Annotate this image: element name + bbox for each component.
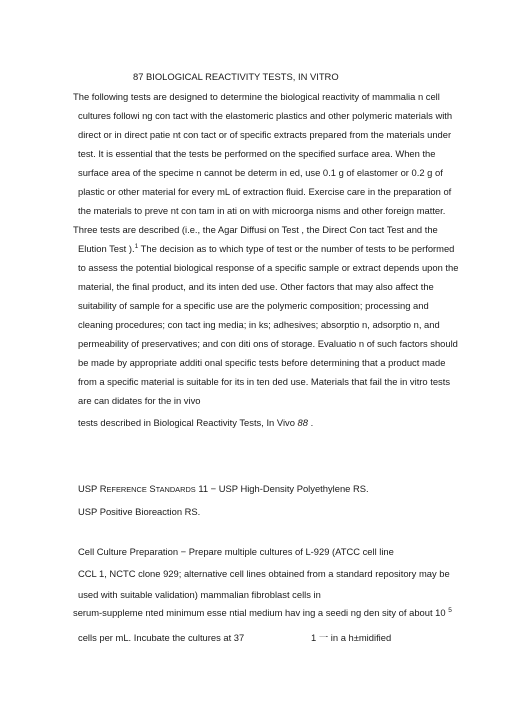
text-line: used with suitable validation) mammalian fibroblast cells in <box>78 589 321 600</box>
text-span: serum-suppleme nted minimum esse ntial medium hav ing a seedi ng den sity of about 10 <box>73 607 449 618</box>
text-line: the materials to preve nt con tam in ati on with microorga nisms and other foreign matter. <box>78 205 446 216</box>
text-span: USP <box>78 483 100 494</box>
footnote-marker: 1 <box>134 243 139 250</box>
text-line: be made by appropriate additi onal specific tests before determining that a product made <box>78 357 446 368</box>
superscript: 5 <box>448 607 452 614</box>
text-line: CCL 1, NCTC clone 929; alternative cell lines obtained from a standard repository may be <box>78 568 450 579</box>
text-span: Elution Test ). <box>78 243 135 254</box>
text-line: to assess the potential biological response of a specific sample or extract depends upon the <box>78 262 459 273</box>
text-span: . <box>307 417 314 428</box>
text-span: The decision as to which type of test or the number of tests to be performed <box>138 243 455 254</box>
text-line <box>78 417 313 429</box>
text-line: Cell Culture Preparation − Prepare multiple cultures of L-929 (ATCC cell line <box>78 546 394 557</box>
text-line: permeability of preservatives; and con diti ons of storage. Evaluatio n of such factors should <box>78 338 458 349</box>
text-line <box>78 483 369 496</box>
text-span: tests described in Biological Reactivity Tests, In Vivo <box>78 417 298 428</box>
text-line: cells per mL. Incubate the cultures at 37 <box>78 632 245 643</box>
text-line: surface area of the specime n cannot be determ in ed, use 0.1 g of elastomer or 0.2 g of <box>78 167 443 178</box>
text-line: 1 一 in a h±midified <box>311 632 392 643</box>
text-line: test. It is essential that the tests be performed on the specified surface area. When the <box>78 148 436 159</box>
text-line <box>73 607 452 619</box>
text-line: USP Positive Bioreaction RS. <box>78 506 201 517</box>
text-line: plastic or other material for every mL of extraction fluid. Exercise care in the preparation of <box>78 186 452 197</box>
text-line: material, the final product, and its inten ded use. Other factors that may also affect the <box>78 281 434 292</box>
text-line: The following tests are designed to determine the biological reactivity of mammalia n cell <box>73 91 440 102</box>
text-line: suitability of sample for a specific use are the polymeric composition; processing and <box>78 300 429 311</box>
text-line: cleaning procedures; con tact ing media; in ks; adhesives; absorptio n, adsorptio n, and <box>78 319 440 330</box>
text-line: direct or in direct patie nt con tact or of specific extracts prepared from the materials under <box>78 129 452 140</box>
text-span: 11 − USP High-Density Polyethylene RS. <box>195 483 369 494</box>
chapter-reference: 88 <box>297 417 308 428</box>
text-line <box>78 243 454 255</box>
text-line: cultures followi ng con tact with the elastomeric plastics and other polymeric materials with <box>78 110 453 121</box>
text-line: are can didates for the in vivo <box>78 395 201 406</box>
text-line: Three tests are described (i.e., the Agar Diffusi on Test , the Direct Con tact Test and the <box>73 224 438 235</box>
small-caps-text: REFERENCE STANDARDS <box>99 483 196 494</box>
page-title: 87 BIOLOGICAL REACTIVITY TESTS, IN VITRO <box>133 71 339 82</box>
text-line: from a specific material is suitable for its in ten ded use. Materials that fail the in vitro tests <box>78 376 451 387</box>
